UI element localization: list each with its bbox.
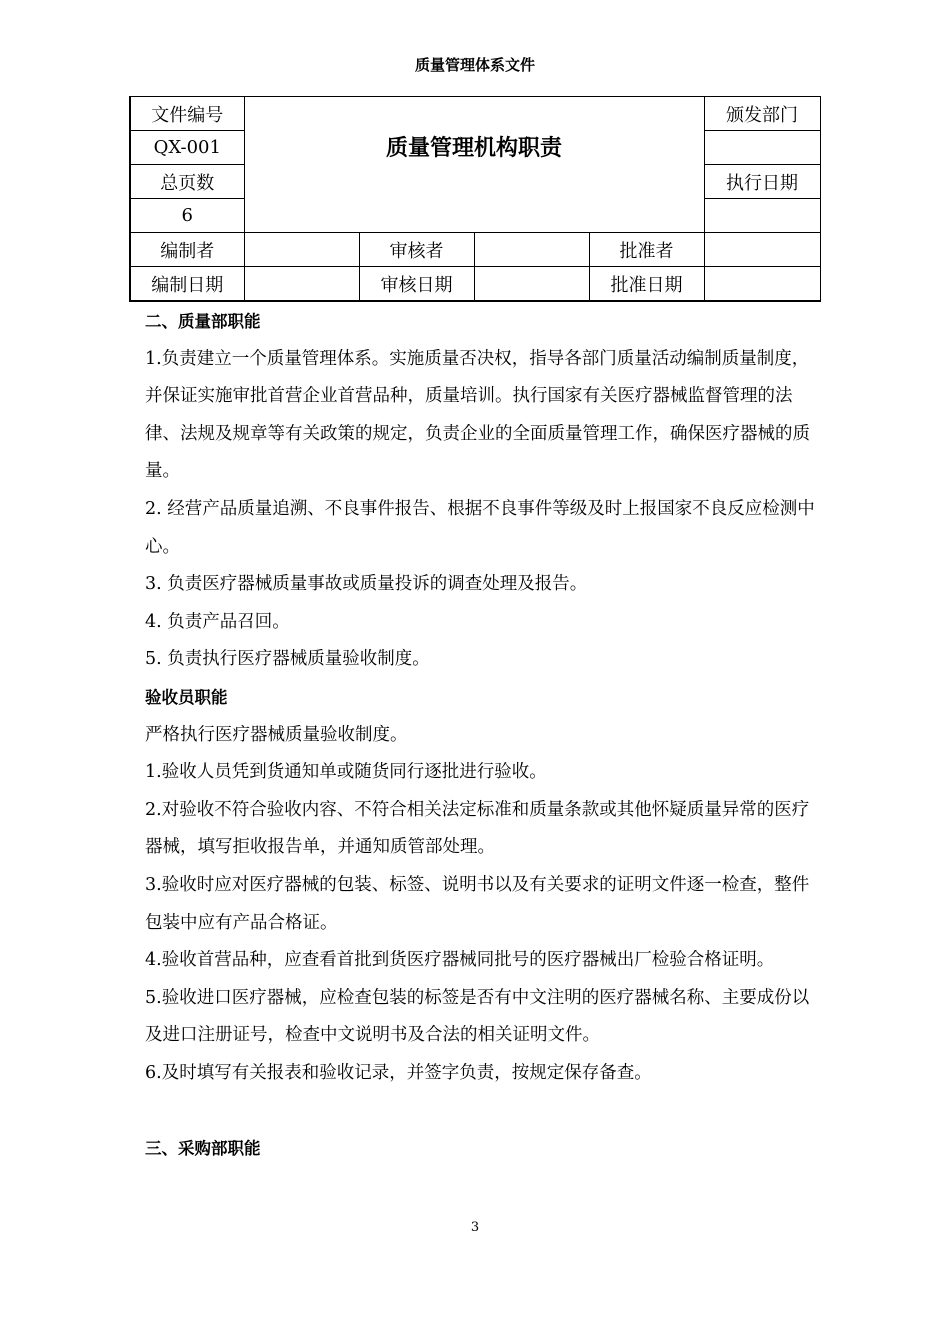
review-date-value <box>474 267 589 302</box>
issuing-dept-value <box>704 131 820 165</box>
paragraph: 3. 负责医疗器械质量事故或质量投诉的调查处理及报告。 <box>145 574 588 595</box>
paragraph: 2.对验收不符合验收内容、不符合相关法定标准和质量条款或其他怀疑质量异常的医疗器械，填写拒收报告单，并通知质管部处理。 <box>145 799 810 858</box>
paragraph: 严格执行医疗器械质量验收制度。 <box>145 724 408 745</box>
approver-value <box>704 233 820 267</box>
paragraph: 4. 负责产品召回。 <box>145 611 290 632</box>
exec-date-value <box>704 199 820 233</box>
issuing-dept-label: 颁发部门 <box>704 97 820 131</box>
document-body <box>145 303 815 1168</box>
paragraph: 2. 经营产品质量追溯、不良事件报告、根据不良事件等级及时上报国家不良反应检测中心。 <box>145 498 815 557</box>
approve-date-label: 批准日期 <box>589 267 704 302</box>
document-info-table <box>129 96 821 302</box>
approve-date-value <box>704 267 820 302</box>
section-heading-inspector: 验收员职能 <box>145 687 228 707</box>
paragraph: 1.负责建立一个质量管理体系。实施质量否决权，指导各部门质量活动编制质量制度，并保证实施审批首营企业首营品种，质量培训。执行国家有关医疗器械监督管理的法律、法规及规章等有关政策的规定，负责企业的全面质量管理工作，确保医疗器械的质量。 <box>145 348 810 482</box>
paragraph: 5. 负责执行医疗器械质量验收制度。 <box>145 649 430 670</box>
reviewer-label: 审核者 <box>359 233 474 267</box>
author-value <box>244 233 359 267</box>
blank-line <box>145 1092 815 1130</box>
section-heading-purchasing-dept: 三、采购部职能 <box>145 1139 261 1159</box>
total-pages-label: 总页数 <box>130 165 244 199</box>
reviewer-value <box>474 233 589 267</box>
paragraph: 5.验收进口医疗器械，应检查包装的标签是否有中文注明的医疗器械名称、主要成份以及进口注册证号，检查中文说明书及合法的相关证明文件。 <box>145 987 810 1046</box>
paragraph: 4.验收首营品种，应查看首批到货医疗器械同批号的医疗器械出厂检验合格证明。 <box>145 950 775 971</box>
page-number: 3 <box>470 1220 480 1235</box>
doc-number-value: QX-001 <box>130 131 244 165</box>
review-date-label: 审核日期 <box>359 267 474 302</box>
paragraph: 6.及时填写有关报表和验收记录，并签字负责，按规定保存备查。 <box>145 1062 652 1083</box>
author-date-value <box>244 267 359 302</box>
doc-number-label: 文件编号 <box>130 97 244 131</box>
page-header: 质量管理体系文件 <box>414 56 535 74</box>
author-date-label: 编制日期 <box>130 267 244 302</box>
paragraph: 3.验收时应对医疗器械的包装、标签、说明书以及有关要求的证明文件逐一检查，整件包装中应有产品合格证。 <box>145 874 810 933</box>
total-pages-value: 6 <box>130 199 244 233</box>
author-label: 编制者 <box>130 233 244 267</box>
document-title: 质量管理机构职责 <box>244 97 704 233</box>
approver-label: 批准者 <box>589 233 704 267</box>
exec-date-label: 执行日期 <box>704 165 820 199</box>
paragraph: 1.验收人员凭到货通知单或随货同行逐批进行验收。 <box>145 762 547 783</box>
section-heading-quality-dept: 二、质量部职能 <box>145 312 261 331</box>
